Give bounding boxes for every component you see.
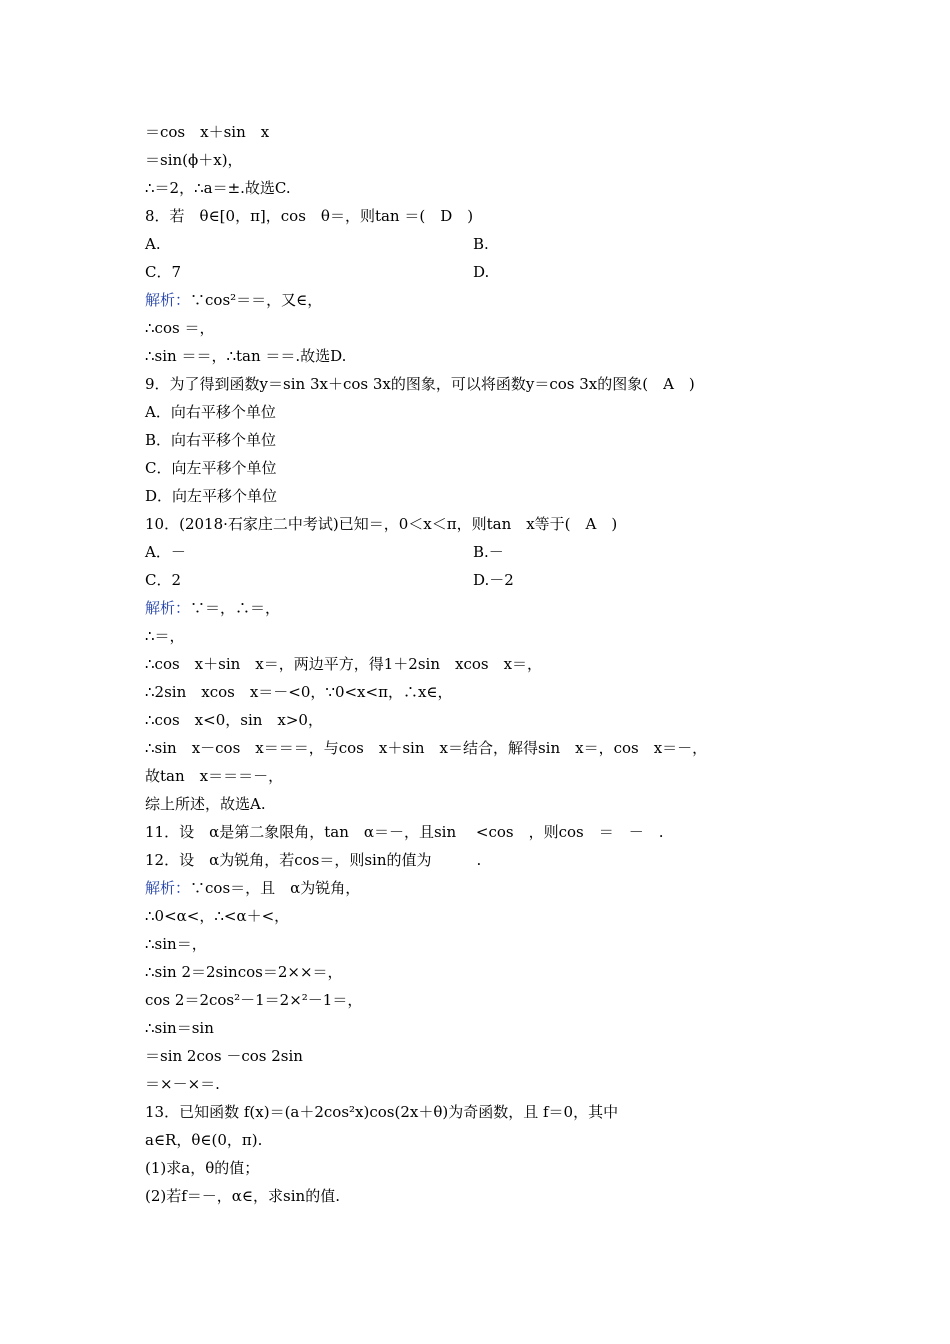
option-a: A．－ [145, 543, 186, 561]
solution-line: ∴sin 2＝2sincos＝2××＝， [145, 963, 343, 981]
option-line: C．向左平移个单位 [145, 459, 277, 477]
options-row [145, 232, 489, 256]
option-b: B. [473, 235, 489, 253]
question-8: 8．若 θ∈[0，π]，cos θ＝，则tan ＝( D ) [145, 207, 474, 225]
solution-line: ∴cos x＋sin x＝，两边平方，得1＋2sin xcos x＝， [145, 655, 543, 673]
option-b: B.－ [473, 543, 504, 561]
solution-line: ＝sin(ϕ＋x)， [145, 151, 243, 169]
solution-line: ∴cos x<0，sin x>0， [145, 711, 323, 729]
solution-line: ＝×－×＝. [145, 1075, 220, 1093]
analysis-label: 解析： [145, 879, 191, 897]
analysis-label: 解析： [145, 291, 191, 309]
solution-line: ∴2sin xcos x＝－<0，∵0<x<π，∴x∈， [145, 683, 453, 701]
solution-line: ∴sin＝sin [145, 1019, 214, 1037]
question-13-cont: a∈R，θ∈(0，π). [145, 1131, 263, 1149]
question-12: 12．设 α为锐角，若cos＝，则sin的值为 . [145, 851, 482, 869]
solution-line: ＝sin 2cos －cos 2sin [145, 1047, 303, 1065]
option-line: D．向左平移个单位 [145, 487, 278, 505]
question-10: 10．(2018·石家庄二中考试)已知＝，0＜x＜π，则tan x等于( A ) [145, 515, 618, 533]
analysis-line: 解析：∵cos²＝＝，又∈， [145, 291, 323, 309]
solution-line: ∴sin＝， [145, 935, 207, 953]
analysis-line: 解析：∵cos＝，且 α为锐角， [145, 879, 361, 897]
question-13: 13．已知函数 f(x)＝(a＋2cos²x)cos(2x＋θ)为奇函数，且 f＝0，其中 [145, 1103, 619, 1121]
solution-line: ∴sin x－cos x＝＝＝，与cos x＋sin x＝结合，解得sin x＝，cos x＝－， [145, 739, 708, 757]
question-9: 9．为了得到函数y＝sin 3x＋cos 3x的图象，可以将函数y＝cos 3x的图象( A ) [145, 375, 695, 393]
options-row [145, 540, 504, 564]
solution-line: 故tan x＝＝＝－， [145, 767, 284, 785]
option-line: A．向右平移个单位 [145, 403, 276, 421]
option-d: D. [473, 263, 490, 281]
solution-line: cos 2＝2cos²－1＝2×²－1＝， [145, 991, 363, 1009]
question-13-part1: (1)求a，θ的值； [145, 1159, 260, 1177]
option-a: A. [145, 235, 161, 253]
options-row [145, 568, 514, 592]
option-d: D.－2 [473, 571, 514, 589]
option-c: C．2 [145, 571, 182, 589]
solution-line: ＝cos x＋sin x [145, 123, 270, 141]
solution-line: ∴＝， [145, 627, 185, 645]
solution-line: ∴sin ＝＝，∴tan ＝＝.故选D. [145, 347, 347, 365]
solution-line: 综上所述，故选A. [145, 795, 266, 813]
solution-line: ∴cos ＝， [145, 319, 215, 337]
solution-line: ∴＝2，∴a＝±.故选C. [145, 179, 291, 197]
option-c: C．7 [145, 263, 182, 281]
analysis-line: 解析：∵＝，∴＝， [145, 599, 281, 617]
question-11: 11．设 α是第二象限角，tan α＝－，且sin <cos ，则cos ＝ － . [145, 823, 664, 841]
question-13-part2: (2)若f＝－，α∈，求sin的值. [145, 1187, 340, 1205]
analysis-label: 解析： [145, 599, 191, 617]
solution-line: ∴0<α<，∴<α＋<， [145, 907, 290, 925]
options-row [145, 260, 490, 284]
option-line: B．向右平移个单位 [145, 431, 277, 449]
